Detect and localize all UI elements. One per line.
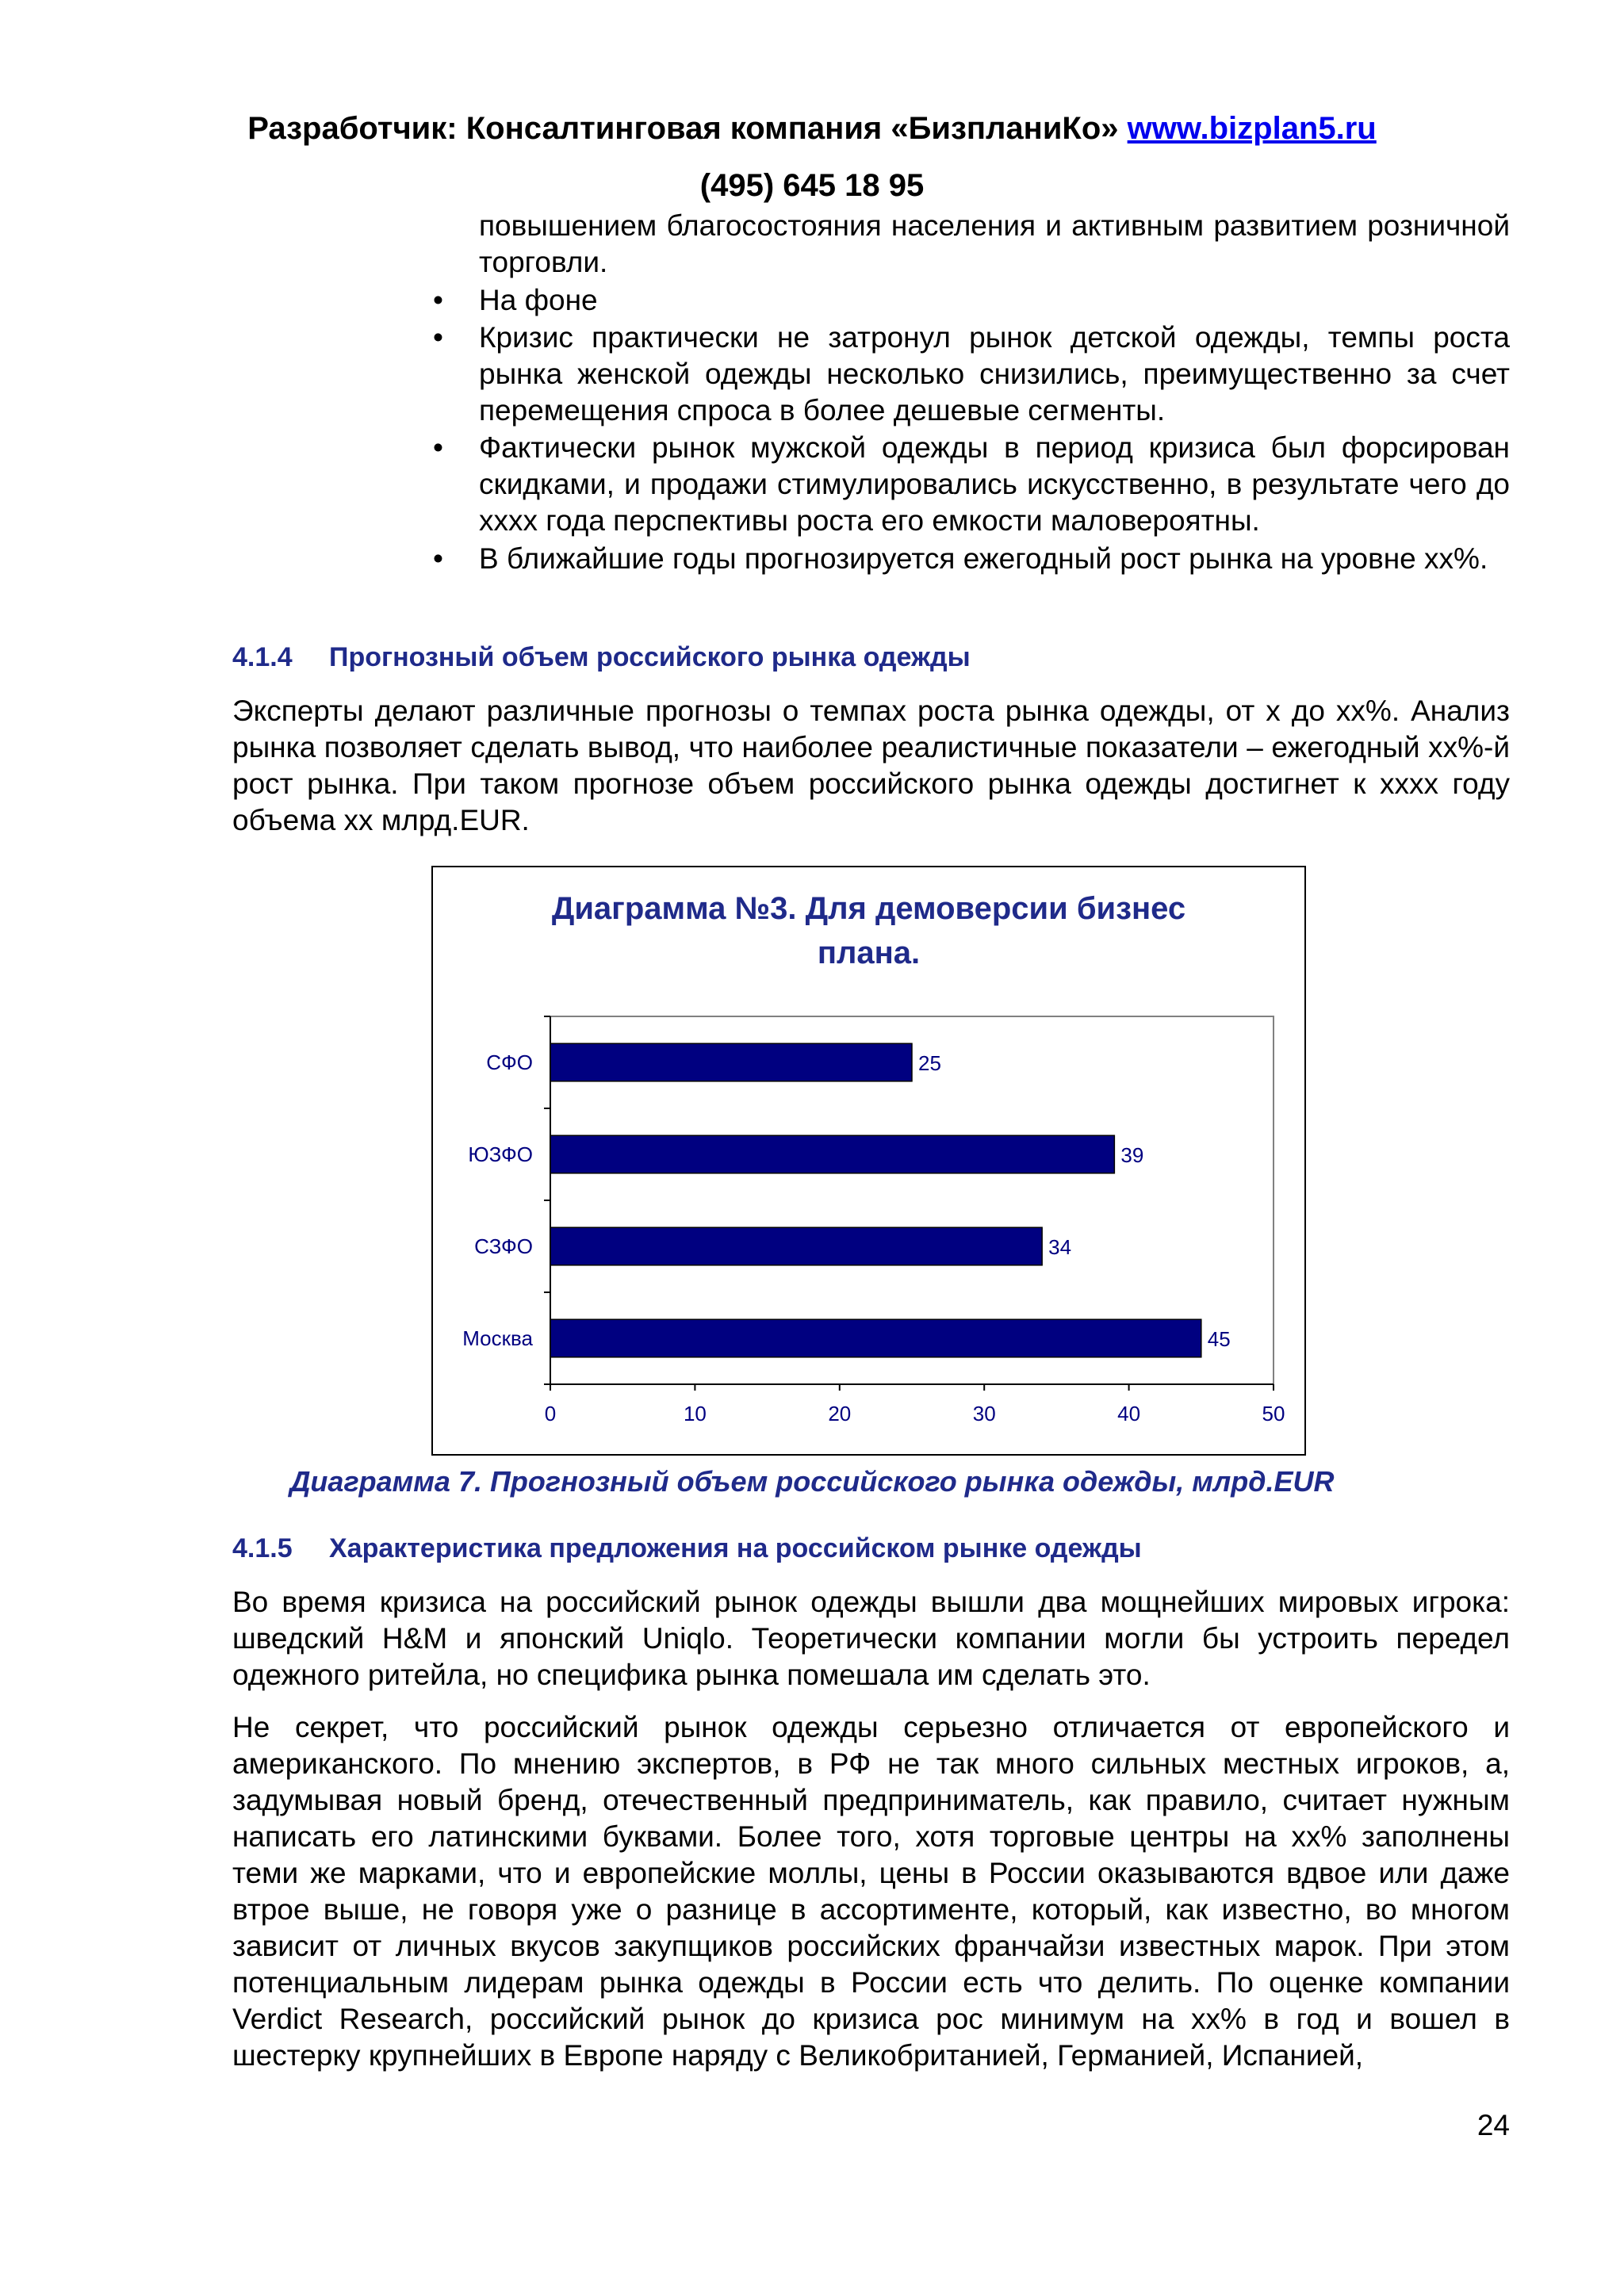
list-item xyxy=(433,282,1510,319)
page-header xyxy=(0,111,1624,147)
chart-title-text: Диаграмма №3. Для демоверсии бизнес плана. xyxy=(551,891,1186,970)
paragraph: Во время кризиса на российский рынок одежды вышли два мощнейших мировых игрока: шведский H&M и японский Uniqlo. Теоретически компании могли бы устроить передел одежного ритейла, но специфика рынка помешала им сделать это. xyxy=(232,1586,1510,1691)
category-label: Москва xyxy=(462,1326,533,1350)
section-number: 4.1.4 xyxy=(232,642,293,672)
page-number: 24 xyxy=(1477,2109,1510,2141)
list-item-text: В ближайшие годы прогнозируется ежегодный рост рынка на уровне хх%. xyxy=(479,542,1488,575)
chart-caption: Диаграмма 7. Прогнозный объем российского рынка одежды, млрд.EUR xyxy=(289,1465,1335,1498)
section-number: 4.1.5 xyxy=(232,1533,293,1563)
data-label: 34 xyxy=(1048,1235,1072,1259)
list-item-text: Фактически рынок мужской одежды в период кризиса был форсирован скидками, и продажи стимулировались искусственно, в результате чего до хххх года перспективы роста его емкости маловероятны. xyxy=(479,431,1510,537)
list-item-text: На фоне xyxy=(479,284,598,316)
x-tick-label: 0 xyxy=(544,1402,557,1425)
x-tick-label: 50 xyxy=(1262,1402,1285,1425)
data-label: 45 xyxy=(1207,1327,1231,1351)
bullet-symbol: • xyxy=(433,284,443,316)
list-item xyxy=(433,541,1510,577)
list-item-text: Кризис практически не затронул рынок детской одежды, темпы роста рынка женской одежды несколько снизились, преимущественно за счет перемещения спроса в более дешевые сегменты. xyxy=(479,321,1510,427)
x-tick-label: 20 xyxy=(828,1402,852,1425)
bullet-symbol: • xyxy=(433,321,443,354)
data-label: 39 xyxy=(1120,1143,1144,1167)
category-label: СФО xyxy=(486,1050,533,1074)
bar-Москва xyxy=(550,1319,1201,1357)
bullet-symbol: • xyxy=(433,431,443,464)
section-title: Прогнозный объем российского рынка одежды xyxy=(329,642,971,672)
paragraph: Эксперты делают различные прогнозы о темпах роста рынка одежды, от х до хх%. Анализ рынка позволяет сделать вывод, что наиболее реалистичные показатели – ежегодный хх%-й рост рынка. При таком прогнозе объем российского рынка одежды достигнет к хххх году объема хх млрд.EUR. xyxy=(232,695,1510,836)
header-company: Разработчик: Консалтинговая компания «БизпланиКо» xyxy=(247,111,1128,146)
list-item xyxy=(433,320,1510,429)
x-tick-label: 40 xyxy=(1117,1402,1141,1425)
data-label: 25 xyxy=(918,1051,941,1075)
bullet-symbol: • xyxy=(433,542,443,575)
chart-plot xyxy=(433,867,1304,1454)
section-heading-4-1-4 xyxy=(232,642,971,673)
header-phone: (495) 645 18 95 xyxy=(699,168,925,203)
bullet-continuation: повышением благосостояния населения и активным развитием розничной торговли. xyxy=(479,209,1510,278)
bar-chart xyxy=(431,866,1306,1456)
section-title: Характеристика предложения на российском рынке одежды xyxy=(329,1533,1142,1563)
category-label: СЗФО xyxy=(474,1234,533,1258)
x-tick-label: 10 xyxy=(683,1402,707,1425)
header-website-link[interactable]: www.bizplan5.ru xyxy=(1127,111,1377,146)
list-item xyxy=(433,430,1510,539)
x-tick-label: 30 xyxy=(972,1402,996,1425)
section-heading-4-1-5 xyxy=(232,1533,1142,1564)
paragraph: Не секрет, что российский рынок одежды серьезно отличается от европейского и американского. По мнению экспертов, в РФ не так много сильных местных игроков, а, задумывая новый бренд, отечественный предприниматель, как правило, считает нужным написать его латинскими буквами. Более того, хотя торговые центры на хх% заполнены теми же марками, что и европейские моллы, цены в России оказываются вдвое или даже втрое выше, не говоря уже о разнице в ассортименте, который, как известно, во многом зависит от личных вкусов закупщиков российских франчайзи известных марок. При этом потенциальным лидерам рынка одежды в России есть что делить. По оценке компании Verdict Research, российский рынок до кризиса рос минимум на хх% в год и вошел в шестерку крупнейших в Европе наряду с Великобританией, Германией, Испанией, xyxy=(232,1711,1510,2072)
bar-ЮЗФО xyxy=(550,1135,1114,1173)
bar-СЗФО xyxy=(550,1227,1042,1265)
category-label: ЮЗФО xyxy=(468,1142,533,1166)
bar-СФО xyxy=(550,1043,912,1081)
